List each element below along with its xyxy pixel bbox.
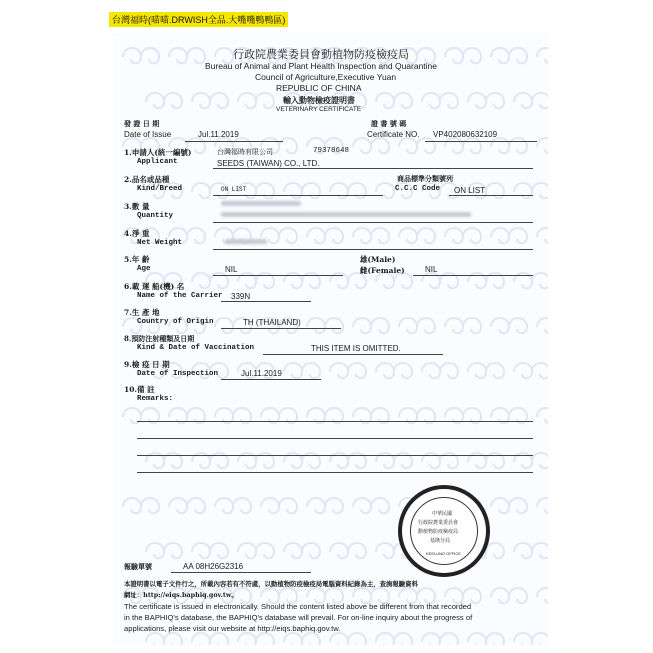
- country-en: REPUBLIC OF CHINA: [276, 83, 362, 93]
- redacted-net-weight: [225, 239, 267, 244]
- issue-date-label-zh: 發 證 日 期: [124, 119, 160, 128]
- notice-zh: 本證明書以電子文件行之，所載內容若有不符處，以動植物防疫檢疫局電腦資料紀錄為主，查詢報驗資料: [124, 580, 418, 588]
- kind-label-zh: 2.品名或品種: [124, 175, 170, 184]
- origin-value: TH (THAILAND): [243, 318, 301, 327]
- age-value: NIL: [225, 265, 238, 274]
- sex-value: NIL: [425, 265, 438, 274]
- applicant-label-zh: 1.申請人(統一編號): [124, 148, 192, 157]
- agency-zh: 行政院農業委員會動植物防疫檢疫局: [233, 48, 409, 61]
- vaccination-label-en: Kind & Date of Vaccination: [137, 344, 255, 352]
- inspection-label-en: Date of Inspection: [137, 370, 219, 378]
- report-number: AA 08H26G2316: [183, 562, 244, 571]
- issue-date: Jul.11.2019: [198, 130, 239, 139]
- net-weight-label-zh: 4.淨 重: [124, 229, 150, 238]
- inspection-value: Jul.11.2019: [241, 369, 282, 378]
- vaccination-label-zh: 8.預防注射種類及日期: [124, 334, 195, 343]
- applicant-label-en: Applicant: [137, 158, 178, 166]
- origin-label-en: Country of Origin: [137, 318, 214, 326]
- remarks-label-en: Remarks:: [137, 395, 174, 403]
- cert-number: VP402080632109: [433, 130, 498, 139]
- kind-value: ON LIST: [221, 186, 247, 193]
- ccc-label-en: C.C.C Code: [395, 185, 441, 193]
- male-label: 雄(Male): [360, 255, 396, 264]
- council-en: Council of Agriculture,Executive Yuan: [255, 72, 397, 82]
- quantity-label-en: Quantity: [137, 212, 174, 220]
- origin-label-zh: 7.生 產 地: [124, 308, 160, 317]
- quantity-label-zh: 3.數 量: [124, 202, 150, 211]
- applicant-name-zh: 台灣福時有限公司: [217, 148, 273, 156]
- redacted-quantity: [221, 201, 301, 206]
- carrier-label-en: Name of the Carrier: [137, 292, 223, 300]
- agency-en: Bureau of Animal and Plant Health Inspection and Quarantine: [205, 61, 438, 71]
- store-tag: 台灣福時(喵喵.DRWISH全品.大嘴嘴鴨鴨區): [109, 12, 288, 27]
- female-label: 雌(Female): [360, 266, 405, 275]
- inspection-label-zh: 9.檢 疫 日 期: [124, 360, 170, 369]
- report-label-zh: 報驗單號: [124, 562, 152, 571]
- age-label-zh: 5.年 齡: [124, 255, 150, 264]
- notice-zh-url: 網址：http://eiqs.baphiq.gov.tw。: [124, 591, 238, 599]
- cert-no-label-zh: 證 書 號 碼: [371, 119, 407, 128]
- vaccination-value: THIS ITEM IS OMITTED.: [311, 344, 401, 353]
- kind-label-en: Kind/Breed: [137, 185, 183, 193]
- notice-en-3: applications, please visit our website at http://eiqs.baphiq.gov.tw.: [124, 624, 341, 633]
- cert-title-en: VETERINARY CERTIFICATE: [276, 106, 362, 113]
- notice-en-1: The certificate is issued in electronically. Should the content listed above be different from that recorded: [124, 602, 472, 611]
- notice-en-2: in the BAPHIQ's database, the BAPHIQ's database will prevail. For on-line inquiry about the progress of: [124, 613, 473, 622]
- carrier-label-zh: 6.載 運 船(機) 名: [124, 282, 185, 291]
- redacted-quantity-2: [221, 212, 471, 217]
- remarks-label-zh: 10.備 註: [124, 385, 155, 394]
- ccc-label-zh: 商品標準分類號列: [397, 174, 453, 183]
- age-label-en: Age: [137, 265, 151, 273]
- issue-date-label-en: Date of Issue: [124, 130, 172, 139]
- cert-title-zh: 輸入動物檢疫證明書: [283, 95, 355, 105]
- veterinary-certificate: [113, 33, 548, 645]
- net-weight-label-en: Net Weight: [137, 239, 183, 247]
- ccc-value: ON LIST: [454, 186, 486, 195]
- carrier-value: 339N: [231, 292, 251, 301]
- official-seal: 中華民國 行政院農業委員會 動植物防疫檢疫局 基隆分局 KEELUNG OFFICE: [398, 485, 490, 577]
- applicant-name: SEEDS (TAIWAN) CO., LTD.: [217, 159, 320, 168]
- applicant-id: 79378648: [313, 147, 350, 155]
- cert-no-label-en: Certificate NO.: [367, 130, 420, 139]
